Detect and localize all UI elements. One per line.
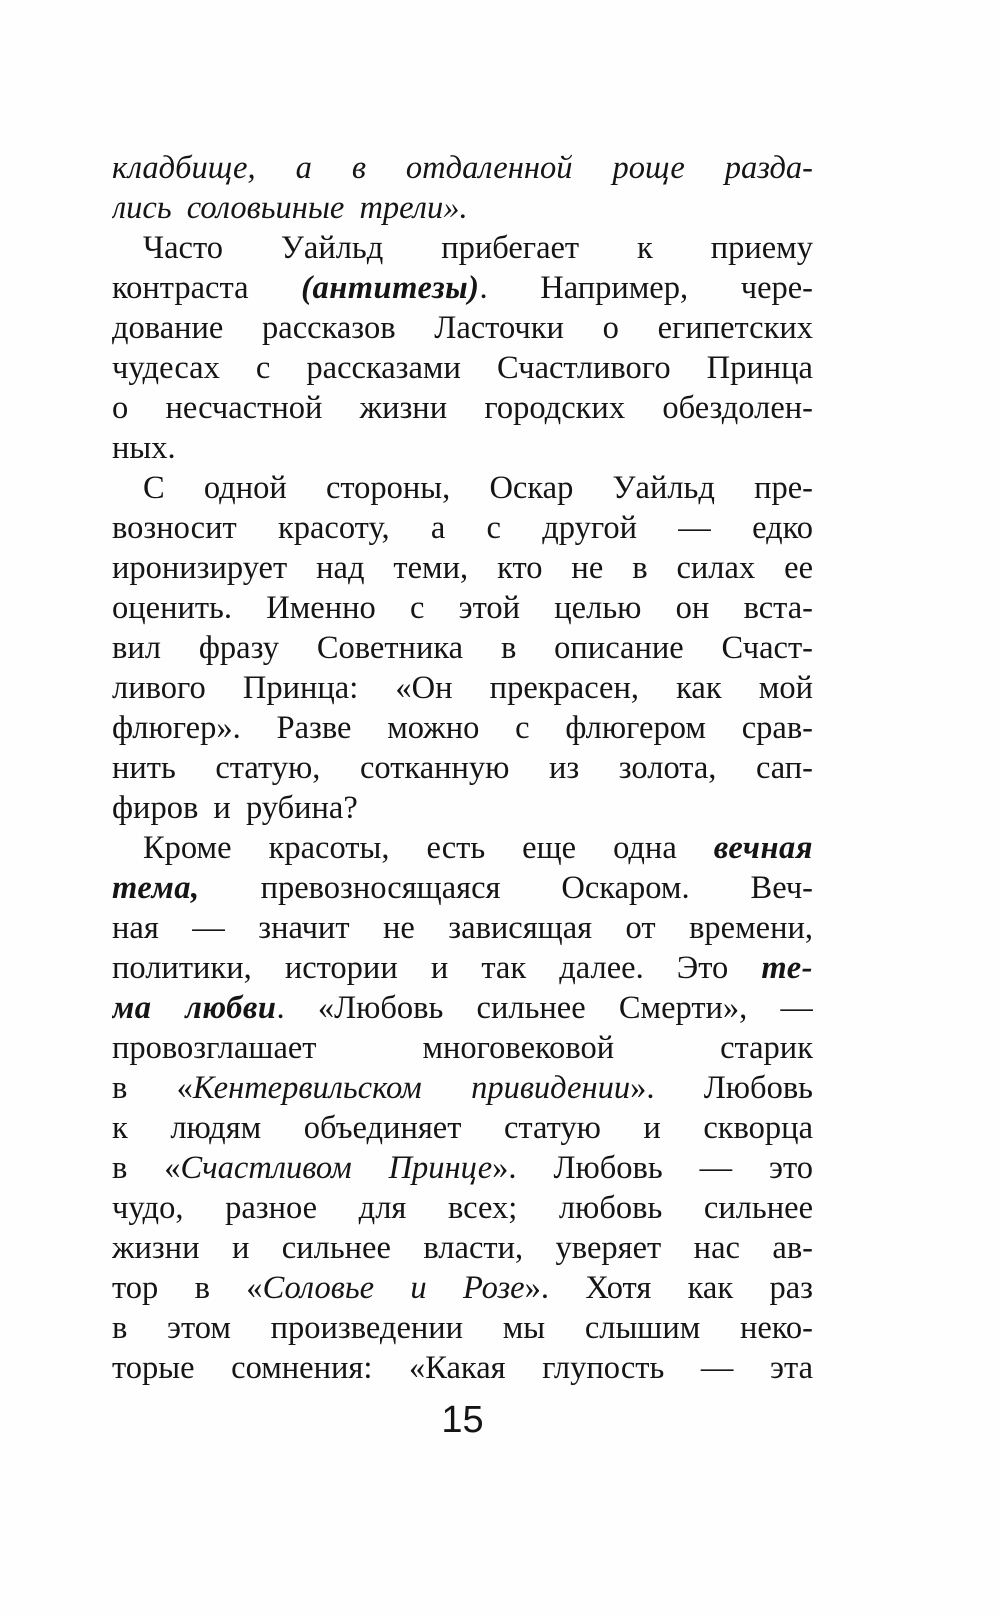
text-segment: . Например, чере- xyxy=(479,270,813,306)
text-segment: ных. xyxy=(112,430,176,466)
text-line xyxy=(112,828,813,868)
text-line xyxy=(112,708,813,748)
text-segment: превозносящаяся Оскаром. Веч- xyxy=(199,870,813,906)
text-line xyxy=(112,148,813,188)
text-line xyxy=(112,228,813,268)
text-line xyxy=(112,588,813,628)
text-line xyxy=(112,548,813,588)
text-segment: те- xyxy=(761,950,813,986)
text-segment: кладбище, а в отдаленной роще разда- xyxy=(112,150,813,186)
text-segment: ная — значит не зависящая от времени, xyxy=(112,910,813,946)
text-line xyxy=(112,1108,813,1148)
text-line xyxy=(112,388,813,428)
text-segment: контраста xyxy=(112,270,302,306)
text-segment: чудо, разное для всех; любовь сильнее xyxy=(112,1190,813,1226)
text-line xyxy=(112,508,813,548)
text-segment: фиров и рубина? xyxy=(112,790,358,826)
text-segment: чудесах с рассказами Счастливого Принца xyxy=(112,350,813,386)
text-segment: . «Любовь сильнее Смерти», — xyxy=(276,990,813,1026)
text-segment: ». Любовь — это xyxy=(492,1150,813,1186)
text-segment: ». Любовь xyxy=(630,1070,813,1106)
text-segment: С одной стороны, Оскар Уайльд пре- xyxy=(143,470,813,506)
text-segment: ». Хотя как раз xyxy=(524,1270,813,1306)
text-line xyxy=(112,1308,813,1348)
text-segment: дование рассказов Ласточки о египетских xyxy=(112,310,813,346)
text-segment: Кентервильском привидении xyxy=(192,1070,631,1106)
text-line xyxy=(112,988,813,1028)
text-segment: в « xyxy=(112,1150,181,1186)
text-line xyxy=(112,1068,813,1108)
text-segment: ливого Принца: «Он прекрасен, как мой xyxy=(112,670,813,706)
text-segment: тема, xyxy=(112,870,200,906)
text-block xyxy=(112,148,813,1388)
text-line xyxy=(112,1348,813,1388)
text-line xyxy=(112,668,813,708)
text-line xyxy=(112,1228,813,1268)
text-line xyxy=(112,348,813,388)
text-segment: провозглашает многовековой старик xyxy=(112,1030,813,1066)
text-line xyxy=(112,308,813,348)
text-segment: иронизирует над теми, кто не в силах ее xyxy=(112,550,813,586)
text-line xyxy=(112,468,813,508)
text-segment: Кроме красоты, есть еще одна xyxy=(143,830,714,866)
text-line xyxy=(112,428,813,468)
text-segment: тор в « xyxy=(112,1270,263,1306)
text-line xyxy=(112,908,813,948)
text-line xyxy=(112,1188,813,1228)
text-segment: Часто Уайльд прибегает к приему xyxy=(143,230,813,266)
text-segment: лись соловьиные трели». xyxy=(112,190,468,226)
text-segment: торые сомнения: «Какая глупость — эта xyxy=(112,1350,813,1386)
text-line xyxy=(112,788,813,828)
text-line xyxy=(112,188,813,228)
text-segment: вил фразу Советника в описание Счаст- xyxy=(112,630,813,666)
text-line xyxy=(112,1268,813,1308)
text-line xyxy=(112,748,813,788)
text-line xyxy=(112,1028,813,1068)
text-segment: флюгер». Разве можно с флюгером срав- xyxy=(112,710,813,746)
text-segment: (антитезы) xyxy=(301,270,480,306)
text-line xyxy=(112,948,813,988)
text-line xyxy=(112,1148,813,1188)
text-segment: политики, истории и так далее. Это xyxy=(112,950,762,986)
text-segment: о несчастной жизни городских обездолен- xyxy=(112,390,813,426)
text-segment: нить статую, сотканную из золота, сап- xyxy=(112,750,813,786)
text-segment: жизни и сильнее власти, уверяет нас ав- xyxy=(112,1230,813,1266)
text-segment: к людям объединяет статую и скворца xyxy=(112,1110,813,1146)
text-segment: в этом произведении мы слышим неко- xyxy=(112,1310,813,1346)
text-segment: возносит красоту, а с другой — едко xyxy=(112,510,813,546)
text-segment: Счастливом Принце xyxy=(180,1150,493,1186)
text-segment: Соловье и Розе xyxy=(262,1270,525,1306)
text-segment: в « xyxy=(112,1070,193,1106)
text-segment: оценить. Именно с этой целью он вста- xyxy=(112,590,813,626)
text-line xyxy=(112,868,813,908)
text-line xyxy=(112,268,813,308)
page-number: 15 xyxy=(441,1399,484,1441)
text-segment: ма любви xyxy=(112,990,277,1026)
text-line xyxy=(112,628,813,668)
text-segment: вечная xyxy=(713,830,813,866)
